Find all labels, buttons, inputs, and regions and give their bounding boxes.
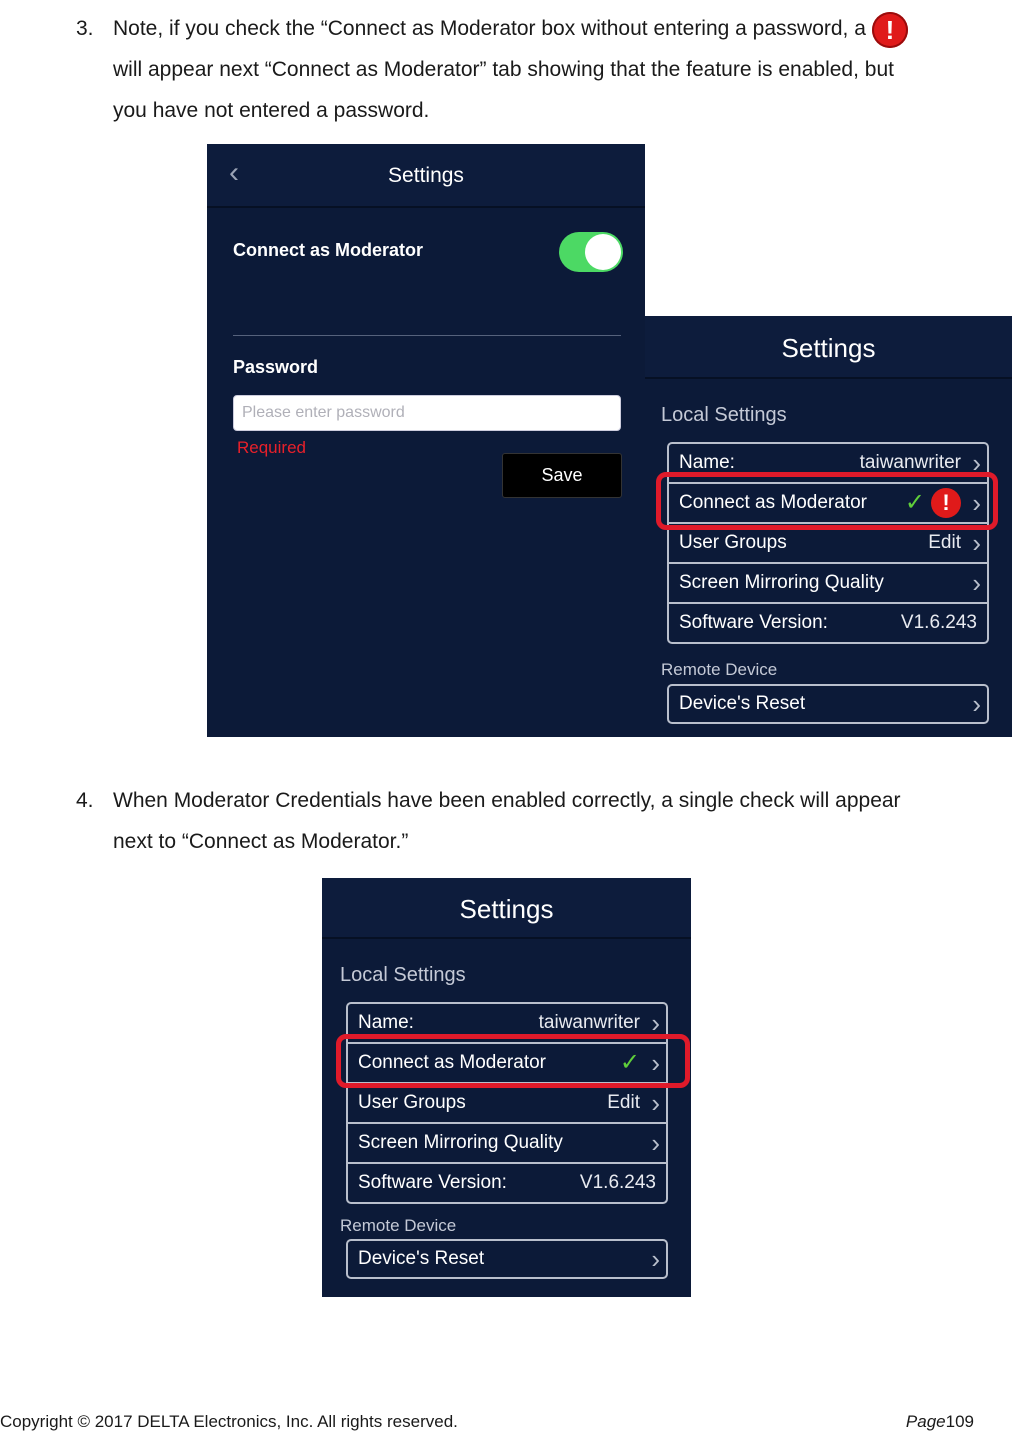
password-label: Password — [233, 357, 319, 377]
step-4-line-1: When Moderator Credentials have been enabled correctly, a single check will appear — [113, 789, 901, 812]
chevron-right-icon: › — [651, 1048, 660, 1078]
chevron-right-icon: › — [651, 1244, 660, 1274]
software-label: Software Version: — [358, 1172, 507, 1193]
screen-title: Settings — [459, 894, 554, 924]
password-input[interactable] — [233, 395, 621, 431]
highlight-box — [656, 472, 998, 530]
back-icon[interactable]: ‹ — [229, 156, 239, 189]
chevron-right-icon: › — [972, 448, 981, 478]
screen-header — [322, 878, 691, 939]
local-settings-heading: Local Settings — [340, 964, 466, 986]
local-settings-heading: Local Settings — [661, 404, 787, 426]
settings-screen-alert — [645, 316, 1012, 737]
screen-title: Settings — [388, 164, 464, 187]
name-value: taiwanwriter — [538, 1012, 640, 1033]
check-icon: ✓ — [619, 1049, 640, 1076]
chevron-right-icon: › — [972, 528, 981, 558]
screen-title: Settings — [781, 333, 876, 363]
footer-copyright: Copyright © 2017 DELTA Electronics, Inc. All rights reserved. — [0, 1412, 458, 1431]
footer-page — [906, 1412, 974, 1432]
remote-device-list — [667, 684, 989, 724]
mirroring-label: Screen Mirroring Quality — [679, 572, 884, 593]
required-text: Required — [237, 438, 306, 457]
step-text — [113, 8, 993, 131]
user-groups-value: Edit — [607, 1092, 640, 1113]
screen-header — [207, 144, 645, 208]
step-number: 4. — [76, 789, 94, 812]
reset-label: Device's Reset — [358, 1248, 485, 1269]
step-3-line-3: you have not entered a password. — [113, 99, 430, 122]
local-settings-list — [346, 1002, 668, 1204]
toggle-knob — [585, 234, 621, 270]
screen-mirroring-row[interactable] — [669, 564, 987, 604]
screen-mirroring-row[interactable] — [348, 1124, 666, 1164]
user-groups-label: User Groups — [358, 1092, 466, 1113]
step-text — [113, 780, 993, 862]
chevron-right-icon: › — [972, 488, 981, 518]
chevron-right-icon: › — [651, 1088, 660, 1118]
step-3-line-1: Note, if you check the “Connect as Moderator box without entering a password, a — [113, 17, 866, 40]
remote-device-list — [346, 1239, 668, 1279]
user-groups-row[interactable] — [348, 1084, 666, 1124]
name-label: Name: — [358, 1012, 414, 1033]
user-groups-value: Edit — [928, 532, 961, 553]
check-icon: ✓ — [904, 489, 925, 516]
step-number: 3. — [76, 17, 94, 40]
software-version-row — [348, 1164, 666, 1202]
alert-icon: ! — [931, 488, 961, 518]
highlight-box — [336, 1034, 690, 1088]
moderator-label: Connect as Moderator — [679, 492, 867, 513]
mirroring-label: Screen Mirroring Quality — [358, 1132, 563, 1153]
user-groups-row[interactable] — [669, 524, 987, 564]
remote-device-heading: Remote Device — [340, 1216, 457, 1235]
device-reset-row[interactable] — [348, 1241, 666, 1277]
device-reset-row[interactable] — [669, 686, 987, 722]
chevron-right-icon: › — [651, 1008, 660, 1038]
page-number: 109 — [945, 1412, 974, 1431]
step-4-line-2: next to “Connect as Moderator.” — [113, 830, 409, 853]
divider — [233, 335, 621, 336]
user-groups-label: User Groups — [679, 532, 787, 553]
name-value: taiwanwriter — [859, 452, 961, 473]
save-button[interactable]: Save — [502, 453, 622, 498]
settings-screen-enabled — [322, 878, 691, 1297]
software-value: V1.6.243 — [579, 1172, 656, 1193]
moderator-label: Connect as Moderator — [358, 1052, 546, 1073]
moderator-toggle-label: Connect as Moderator — [233, 240, 424, 260]
page-label: Page — [905, 1412, 946, 1431]
software-value: V1.6.243 — [900, 612, 977, 633]
chevron-right-icon: › — [972, 689, 981, 719]
alert-icon: ! — [872, 12, 908, 48]
chevron-right-icon: › — [651, 1128, 660, 1158]
moderator-settings-screen — [207, 144, 645, 737]
remote-device-heading: Remote Device — [661, 660, 778, 679]
screen-header — [645, 316, 1012, 379]
step-3-line-2: will appear next “Connect as Moderator” tab showing that the feature is enabled, but — [113, 58, 894, 81]
name-label: Name: — [679, 452, 735, 473]
reset-label: Device's Reset — [679, 693, 806, 714]
software-label: Software Version: — [679, 612, 828, 633]
software-version-row — [669, 604, 987, 642]
chevron-right-icon: › — [972, 568, 981, 598]
moderator-toggle[interactable] — [559, 232, 623, 272]
